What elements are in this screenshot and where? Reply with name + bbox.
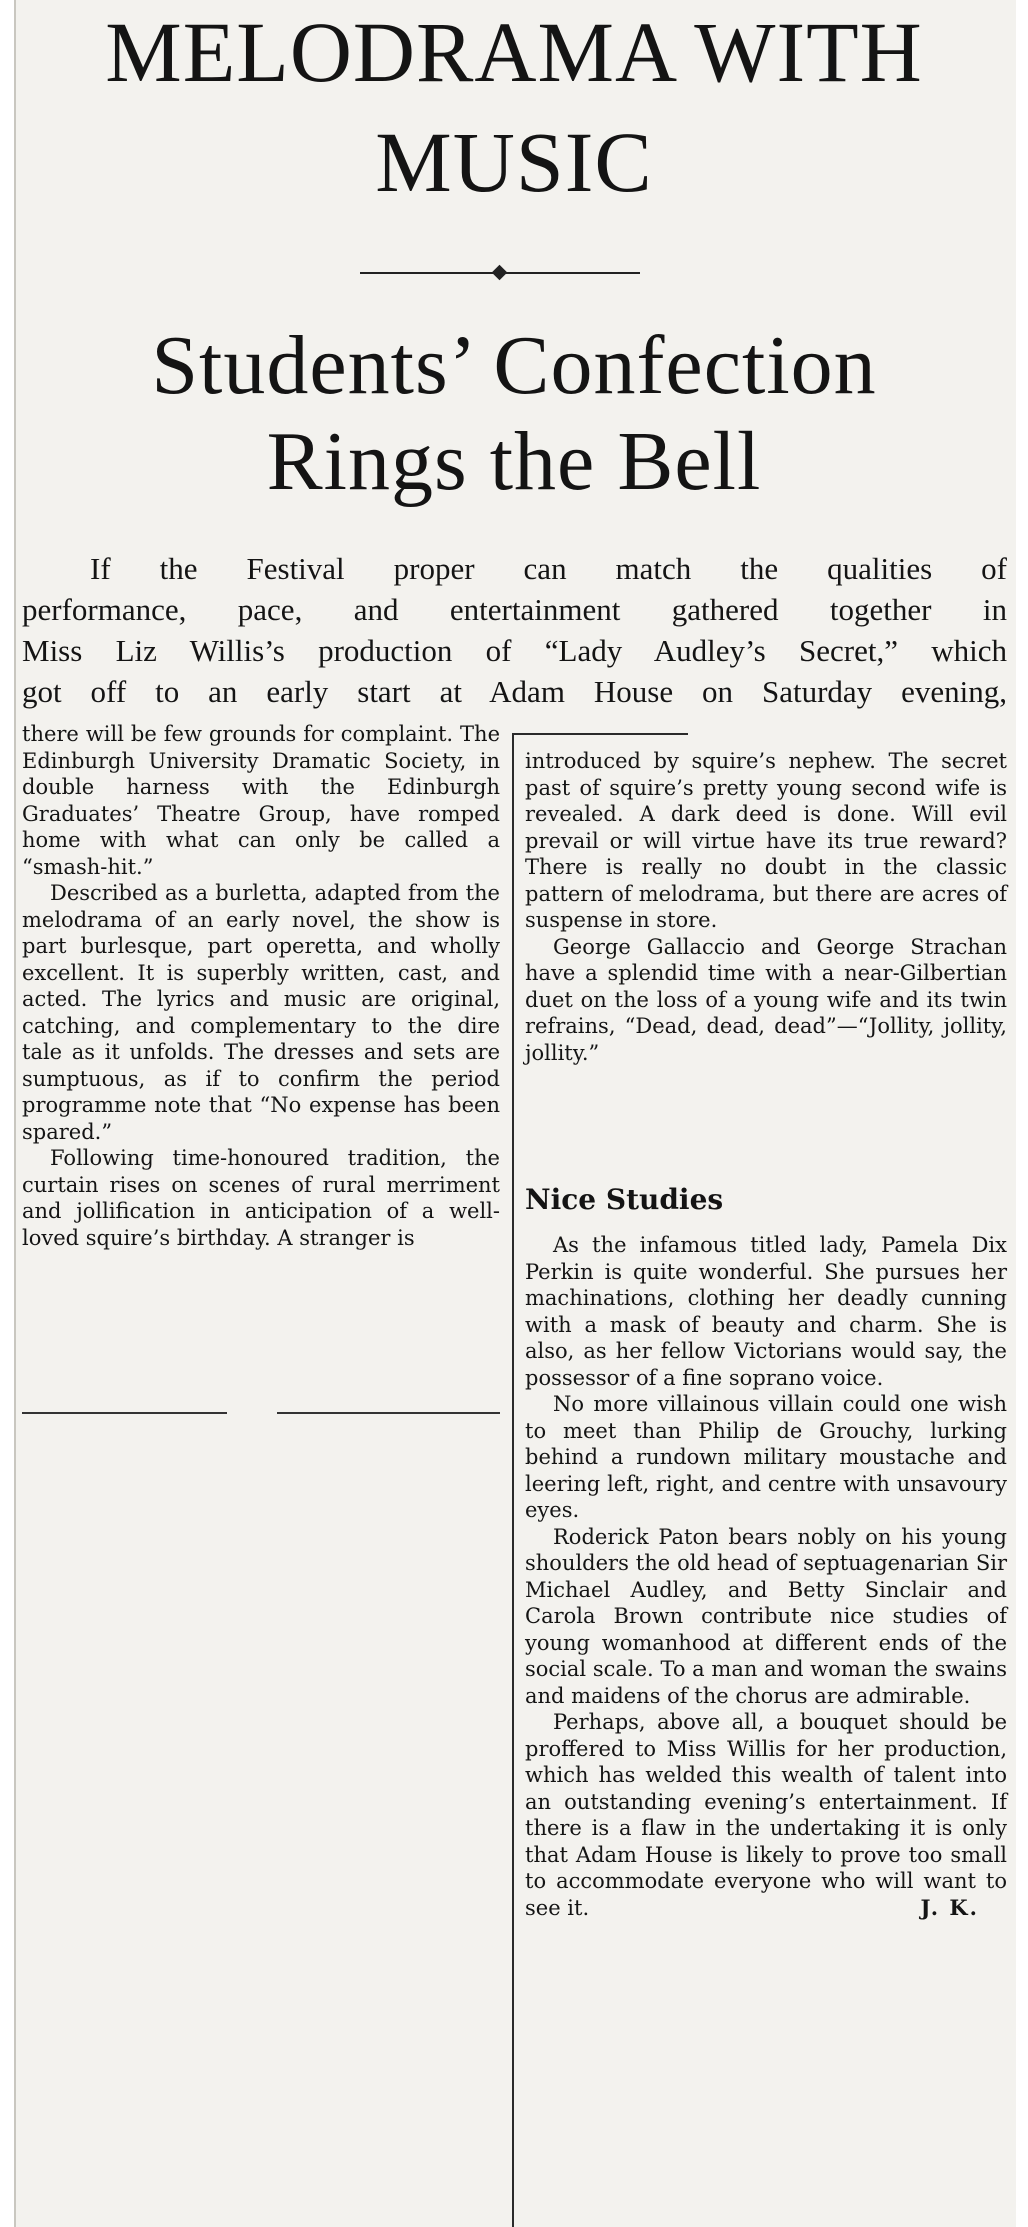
left-paragraph-2: Described as a burletta, adapted from the melodrama of an early novel, the show is part burlesque, part operetta, and wholly excellent. It is superbly written, cast, and acted. The lyrics and music are original, catching, and complementary to the dire tale as it unfolds. The dresses and sets are sumptuous, as if to confirm the period programme note that “No expense has been spared.”	[22, 881, 500, 1144]
section-subhead: Nice Studies	[525, 1183, 724, 1216]
headline-line-1: MELODRAMA WITH	[105, 4, 923, 100]
subheadline-line-1: Students’ Confection	[151, 319, 877, 412]
lead-line-2: performance, pace, and entertainment gathered together in	[22, 592, 1007, 627]
lead-line-1: If the Festival proper can match the qualities of	[90, 551, 1007, 586]
column-divider	[512, 733, 514, 2227]
left-column	[22, 721, 500, 1251]
right-paragraph-6	[525, 1709, 1007, 1921]
right-paragraph-5: Roderick Paton bears nobly on his young shoulders the old head of septuagenarian Sir Michael Audley, and Betty Sinclair and Carola Brown contribute nice studies of young womanhood at different ends of the social scale. To a man and woman the swains and maidens of the chorus are admirable.	[525, 1524, 1007, 1708]
headline-line-2: MUSIC	[375, 114, 653, 210]
author-signoff: J. K.	[920, 1894, 979, 1920]
lead-paragraph	[22, 548, 1007, 712]
column-end-rule-left	[22, 1412, 227, 1414]
right-paragraph-6-text: Perhaps, above all, a bouquet should be proffered to Miss Willis for her production, which has welded this wealth of talent into an outstanding evening’s entertainment. If there is a flaw in the undertaking it is only that Adam House is likely to prove too small to accommodate everyone who will want to see it.	[525, 1710, 1007, 1920]
right-paragraph-3: As the infamous titled lady, Pamela Dix Perkin is quite wonderful. She pursues her machinations, clothing her deadly cunning with a mask of beauty and charm. She is also, as her fellow Victorians would say, the possessor of a fine soprano voice.	[525, 1233, 1007, 1390]
right-paragraph-2: George Gallaccio and George Strachan have a splendid time with a near-Gilbertian duet on the loss of a young wife and its twin refrains, “Dead, dead, dead”—“Jollity, jollity, jollity.”	[525, 934, 1007, 1065]
right-column	[525, 748, 1007, 1066]
left-paragraph-3: Following time-honoured tradition, the curtain rises on scenes of rural merriment and jollification in anticipation of a well-loved squire’s birthday. A stranger is	[22, 1146, 500, 1250]
right-paragraph-4: No more villainous villain could one wish to meet than Philip de Grouchy, lurking behind a rundown military moustache and leering left, right, and centre with unsavoury eyes.	[525, 1392, 1007, 1522]
ornamental-divider	[360, 265, 640, 281]
right-column-continued	[525, 1232, 1007, 1921]
subheadline-line-2: Rings the Bell	[266, 415, 762, 508]
lead-line-3: Miss Liz Willis’s production of “Lady Audley’s Secret,” which	[22, 633, 1007, 668]
divider-diamond	[492, 265, 508, 281]
lead-line-4: got off to an early start at Adam House on Saturday evening,	[22, 674, 1007, 709]
column-end-rule	[22, 1412, 500, 1416]
column-top-rule	[512, 733, 688, 735]
right-paragraph-1: introduced by squire’s nephew. The secret past of squire’s pretty young second wife is revealed. A dark deed is done. Will evil prevail or will virtue have its true reward? There is really no doubt in the classic pattern of melodrama, but there are acres of suspense in store.	[525, 749, 1007, 932]
left-paragraph-1: there will be few grounds for complaint. The Edinburgh University Dramatic Society, in double harness with the Edinburgh Graduates’ Theatre Group, have romped home with what can only be called a “smash-hit.”	[22, 722, 500, 879]
column-end-rule-right	[277, 1412, 500, 1414]
